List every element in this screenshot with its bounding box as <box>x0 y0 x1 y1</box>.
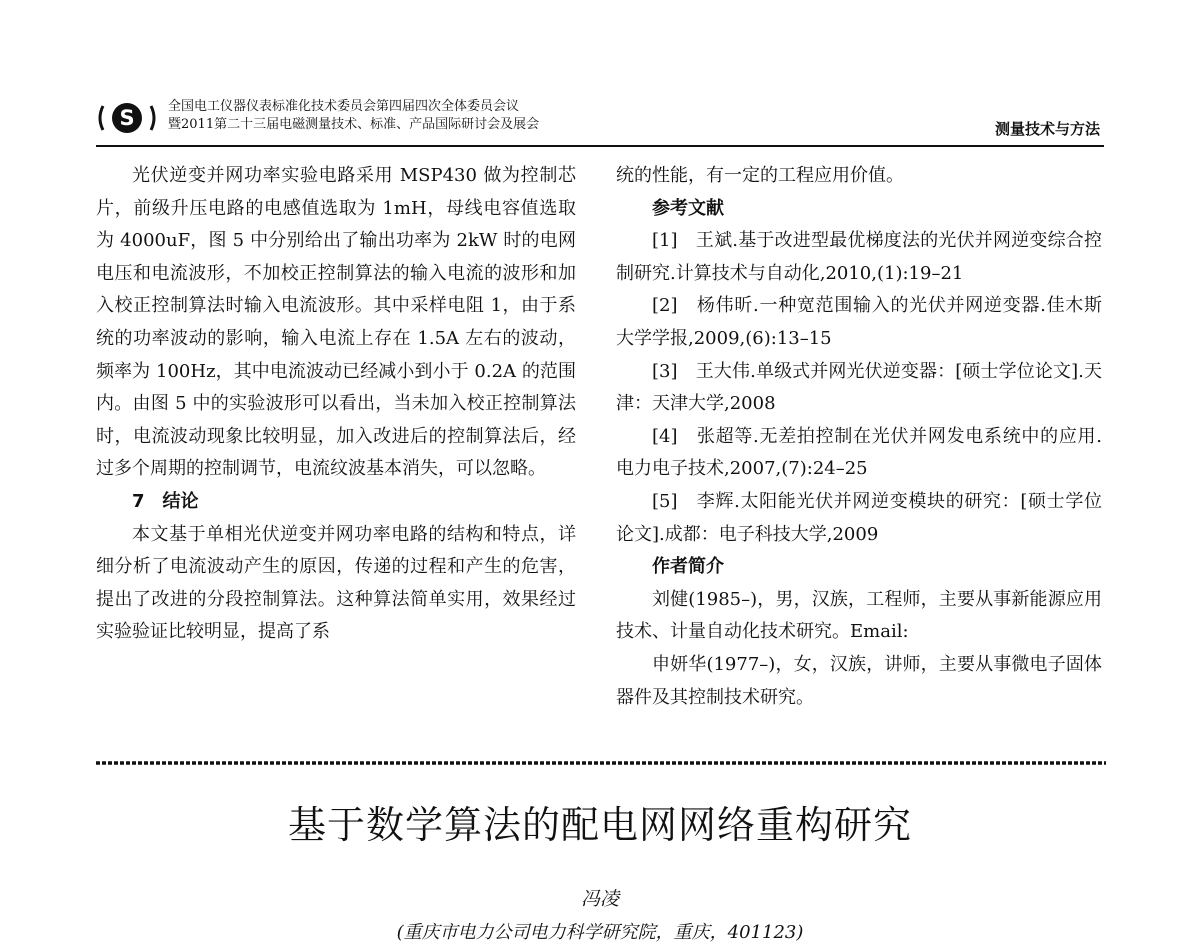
experiment-paragraph: 光伏逆变并网功率实验电路采用 MSP430 做为控制芯片，前级升压电路的电感值选取为 1mH，母线电容值选取为 4000uF，图 5 中分别给出了输出功率为 2kW 时的电网电压和电流波形，不加校正控制算法的输入电流的波形和加入校正控制算法时输入电流波形。其中采样电阻 1，由于系统的功率波动的影响，输入电流上存在 1.5A 左右的波动，频率为 100Hz，其中电流波动已经减小到小于 0.2A 的范围内。由图 5 中的实验波形可以看出，当未加入校正控制算法时，电流波动现象比较明显，加入改进后的控制算法后，经过多个周期的控制调节，电流纹波基本消失，可以忽略。 <box>96 165 576 480</box>
author-bio: 申妍华(1977–)，女，汉族，讲师，主要从事微电子固体器件及其控制技术研究。 <box>616 653 1102 708</box>
page-header <box>96 96 1104 142</box>
reference-item: [4] 张超等.无差拍控制在光伏并网发电系统中的应用.电力电子技术,2007,(7):24–25 <box>616 425 1102 480</box>
conference-line-2: 暨2011第二十三届电磁测量技术、标准、产品国际研讨会及展会 <box>168 117 540 132</box>
section-label: 测量技术与方法 <box>994 120 1100 138</box>
left-column <box>96 160 576 649</box>
header-rule <box>96 145 1104 147</box>
author-affiliation: (重庆市电力公司电力科学研究院，重庆，401123) <box>396 922 804 943</box>
author-bio: 刘健(1985–)，男，汉族，工程师，主要从事新能源应用技术、计量自动化技术研究。Email: <box>616 588 1102 643</box>
author-bio-heading: 作者简介 <box>652 556 724 578</box>
reference-item: [2] 杨伟昕.一种宽范围输入的光伏并网逆变器.佳木斯大学学报,2009,(6):13–15 <box>616 295 1102 349</box>
reference-item: [5] 李辉.太阳能光伏并网逆变模块的研究：[硕士学位论文].成都：电子科技大学,2009 <box>616 490 1102 545</box>
article-title: 基于数学算法的配电网网络重构研究 <box>287 803 912 847</box>
conclusion-continuation: 统的性能，有一定的工程应用价值。 <box>616 165 904 186</box>
article-author: 冯凌 <box>580 888 619 910</box>
conclusion-paragraph: 本文基于单相光伏逆变并网功率电路的结构和特点，详细分析了电流波动产生的原因，传递的过程和产生的危害，提出了改进的分段控制算法。这种算法简单实用，效果经过实验验证比较明显，提高了系 <box>96 523 576 643</box>
references-heading: 参考文献 <box>652 197 724 219</box>
right-column <box>616 160 1102 714</box>
conclusion-heading: 7 结论 <box>132 490 199 512</box>
conference-logo-icon <box>96 98 158 138</box>
reference-item: [1] 王斌.基于改进型最优梯度法的光伏并网逆变综合控制研究.计算技术与自动化,2010,(1):19–21 <box>616 230 1102 284</box>
reference-item: [3] 王大伟.单级式并网光伏逆变器：[硕士学位论文].天津：天津大学,2008 <box>616 360 1102 415</box>
svg-text:S: S <box>119 106 135 130</box>
conference-title <box>168 98 539 134</box>
conference-line-1: 全国电工仪器仪表标准化技术委员会第四届四次全体委员会议 <box>168 99 520 114</box>
decorative-divider <box>96 761 1106 765</box>
